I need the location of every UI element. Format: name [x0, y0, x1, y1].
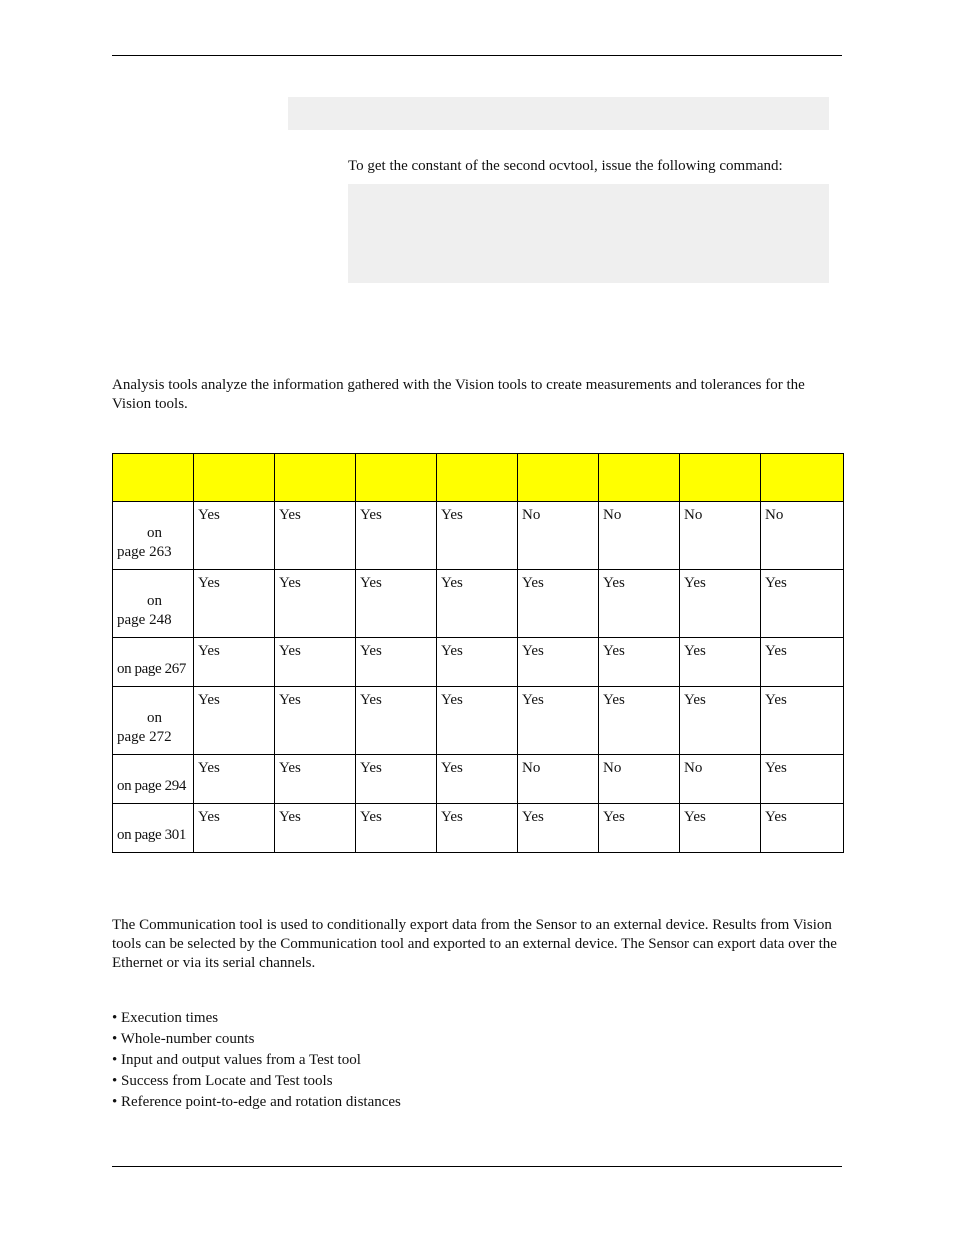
cell-value: Yes [765, 760, 787, 776]
row-label-cell [113, 570, 194, 638]
intro-text: To get the constant of the second ocvtool, issue the following command: [348, 158, 783, 174]
table-cell [599, 638, 680, 687]
table-cell [275, 687, 356, 755]
cell-value: No [603, 507, 622, 523]
table-cell [194, 570, 275, 638]
table-cell [275, 638, 356, 687]
table-cell [437, 755, 518, 804]
header-cell [518, 454, 599, 502]
table-cell [680, 804, 761, 853]
table-cell [680, 687, 761, 755]
cell-value: Yes [279, 507, 301, 523]
table-cell [761, 570, 844, 638]
table-cell [437, 638, 518, 687]
header-cell [680, 454, 761, 502]
table-row [113, 804, 844, 853]
table-row [113, 502, 844, 570]
table-cell [761, 638, 844, 687]
cell-value: Yes [765, 575, 787, 591]
cell-value: Yes [441, 692, 463, 708]
table-cell [356, 755, 437, 804]
table-cell [194, 687, 275, 755]
cell-value: Yes [360, 507, 382, 523]
cell-value: Yes [765, 692, 787, 708]
table-cell [194, 502, 275, 570]
footer-rule [112, 1166, 842, 1167]
table-cell [599, 755, 680, 804]
cell-value: Yes [279, 692, 301, 708]
table-cell [761, 804, 844, 853]
cell-value: Yes [360, 692, 382, 708]
cell-value: Yes [603, 809, 625, 825]
table-cell [437, 804, 518, 853]
row-label-page: page 272 [117, 729, 172, 745]
cell-value: Yes [522, 643, 544, 659]
code-block-command [348, 184, 829, 283]
cell-value: Yes [441, 809, 463, 825]
table-cell [275, 570, 356, 638]
table-row [113, 687, 844, 755]
header-cell [761, 454, 844, 502]
header-cell [194, 454, 275, 502]
cell-value: No [765, 507, 784, 523]
cell-value: Yes [198, 507, 220, 523]
table-cell [599, 570, 680, 638]
table-cell [194, 755, 275, 804]
cell-value: Yes [603, 692, 625, 708]
cell-value: Yes [684, 643, 706, 659]
header-cell [356, 454, 437, 502]
table-cell [518, 804, 599, 853]
table-cell [680, 502, 761, 570]
table-cell [599, 502, 680, 570]
cell-value: Yes [198, 809, 220, 825]
table-cell [761, 755, 844, 804]
cell-value: Yes [522, 809, 544, 825]
row-label-page: page 263 [117, 544, 172, 560]
cell-value: Yes [198, 760, 220, 776]
cell-value: Yes [603, 643, 625, 659]
table-cell [599, 804, 680, 853]
table-cell [518, 570, 599, 638]
table-cell [680, 638, 761, 687]
cell-value: Yes [441, 643, 463, 659]
table-row [113, 570, 844, 638]
table-cell [518, 638, 599, 687]
tool-compatibility-table [112, 453, 844, 853]
cell-value: Yes [441, 760, 463, 776]
table-cell [356, 638, 437, 687]
row-label-on: on [147, 710, 162, 726]
row-label-page: on page 301 [117, 827, 186, 843]
row-label-page: on page 267 [117, 661, 186, 677]
cell-value: Yes [360, 760, 382, 776]
header-cell [275, 454, 356, 502]
cell-value: No [522, 507, 541, 523]
cell-value: Yes [765, 809, 787, 825]
table-cell [680, 570, 761, 638]
header-cell [599, 454, 680, 502]
cell-value: Yes [684, 575, 706, 591]
table-row [113, 755, 844, 804]
table-cell [356, 804, 437, 853]
list-item: • Whole-number counts [112, 1031, 255, 1047]
code-block-top [288, 97, 829, 130]
table-cell [194, 804, 275, 853]
table-cell [599, 687, 680, 755]
cell-value: Yes [279, 809, 301, 825]
cell-value: Yes [360, 575, 382, 591]
table-cell [356, 687, 437, 755]
cell-value: Yes [684, 692, 706, 708]
table-cell [437, 687, 518, 755]
row-label-on: on [147, 593, 162, 609]
table-cell [437, 570, 518, 638]
table-cell [680, 755, 761, 804]
cell-value: Yes [279, 643, 301, 659]
table-cell [356, 502, 437, 570]
table-cell [518, 755, 599, 804]
cell-value: Yes [441, 507, 463, 523]
cell-value: Yes [279, 575, 301, 591]
exportable-data-list [112, 1008, 401, 1113]
header-rule [112, 55, 842, 56]
cell-value: Yes [279, 760, 301, 776]
list-item: • Input and output values from a Test tool [112, 1052, 361, 1068]
cell-value: Yes [522, 575, 544, 591]
cell-value: Yes [441, 575, 463, 591]
cell-value: Yes [198, 643, 220, 659]
table-cell [761, 687, 844, 755]
cell-value: Yes [603, 575, 625, 591]
cell-value: Yes [360, 809, 382, 825]
cell-value: No [684, 760, 703, 776]
row-label-page: page 248 [117, 612, 172, 628]
cell-value: Yes [765, 643, 787, 659]
table-cell [194, 638, 275, 687]
row-label-cell [113, 638, 194, 687]
cell-value: Yes [198, 692, 220, 708]
row-label-cell [113, 687, 194, 755]
table-cell [275, 804, 356, 853]
table-cell [437, 502, 518, 570]
list-item: • Execution times [112, 1010, 219, 1026]
table-cell [356, 570, 437, 638]
header-cell [437, 454, 518, 502]
cell-value: Yes [198, 575, 220, 591]
cell-value: Yes [684, 809, 706, 825]
cell-value: No [522, 760, 541, 776]
cell-value: No [603, 760, 622, 776]
header-cell [113, 454, 194, 502]
row-label-on: on [147, 525, 162, 541]
row-label-cell [113, 804, 194, 853]
row-label-cell [113, 755, 194, 804]
table-cell [518, 687, 599, 755]
table-cell [275, 755, 356, 804]
table-cell [761, 502, 844, 570]
table-header-row [113, 454, 844, 502]
list-item: • Reference point-to-edge and rotation distances [112, 1094, 401, 1110]
row-label-page: on page 294 [117, 778, 186, 794]
list-item: • Success from Locate and Test tools [112, 1073, 333, 1089]
table-cell [518, 502, 599, 570]
analysis-paragraph: Analysis tools analyze the information gathered with the Vision tools to create measurements and tolerances for the Vision tools. [112, 377, 805, 412]
communication-paragraph: The Communication tool is used to conditionally export data from the Sensor to an external device. Results from Vision tools can be selected by the Communication tool and exported to an external device. The Sensor can export data over the Ethernet or via its serial channels. [112, 917, 837, 971]
table-cell [275, 502, 356, 570]
cell-value: No [684, 507, 703, 523]
cell-value: Yes [522, 692, 544, 708]
cell-value: Yes [360, 643, 382, 659]
table-row [113, 638, 844, 687]
row-label-cell [113, 502, 194, 570]
